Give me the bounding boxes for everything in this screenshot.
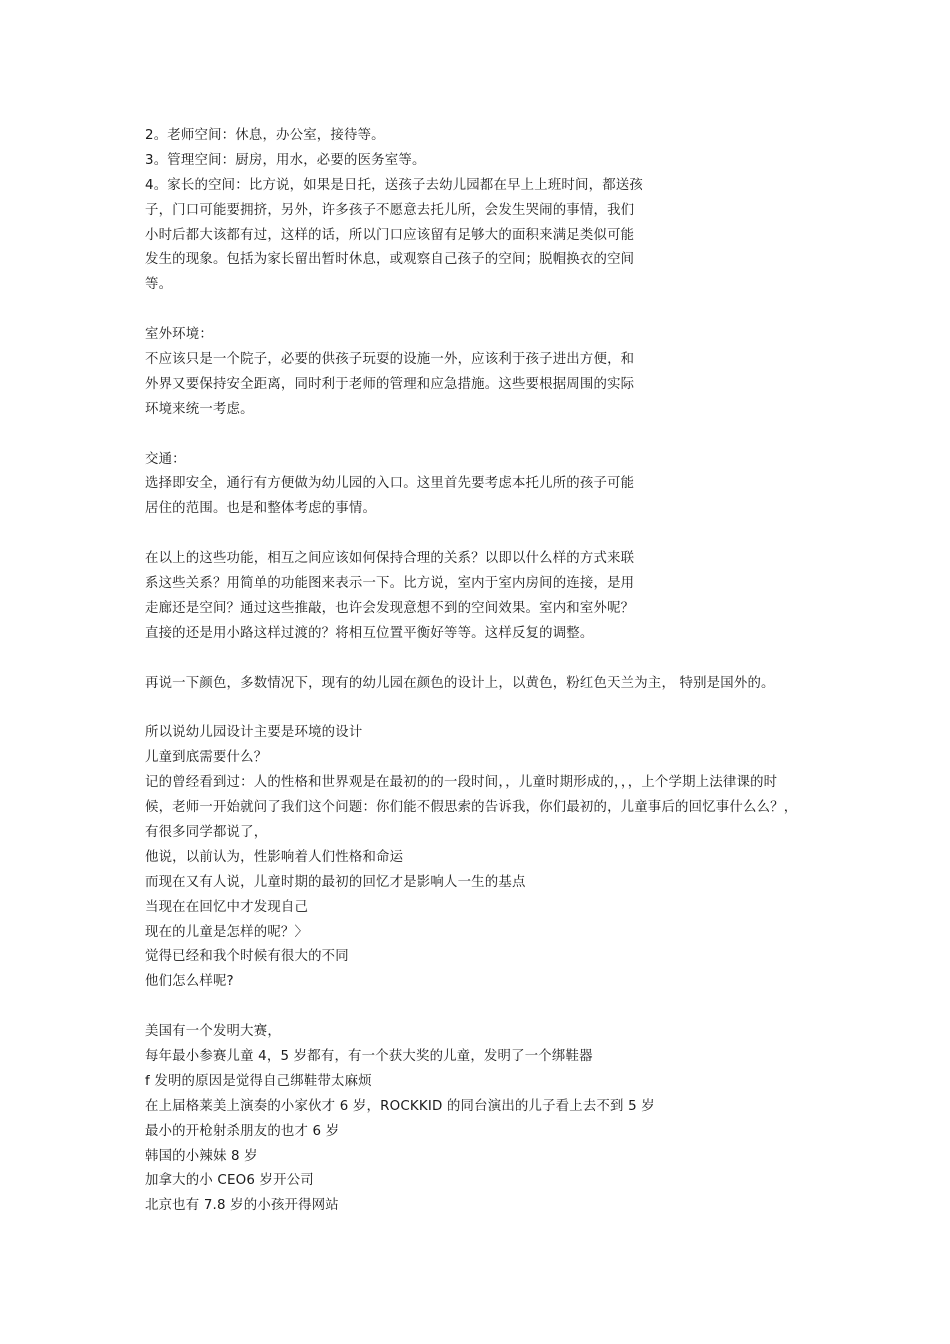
blank-line: [145, 696, 935, 721]
text-line: 直接的还是用小路这样过渡的？将相互位置平衡好等等。这样反复的调整。: [145, 625, 594, 641]
blank-line: [145, 423, 935, 448]
text-line: 有很多同学都说了，: [145, 824, 268, 840]
text-line: 他说，以前认为，性影响着人们性格和命运: [145, 849, 404, 865]
text-line: 加拿大的小 CEO6 岁开公司: [145, 1173, 314, 1189]
text-line: 交通：: [145, 451, 186, 467]
text-line: 不应该只是一个院子，必要的供孩子玩耍的设施一外，应该利于孩子进出方便，和: [145, 352, 635, 368]
text-line: 选择即安全，通行有方便做为幼儿园的入口。这里首先要考虑本托儿所的孩子可能: [145, 476, 635, 492]
text-line: 他们怎么样呢?: [145, 974, 234, 990]
text-line: 北京也有 7.8 岁的小孩开得网站: [145, 1198, 339, 1214]
text-line: 在上届格莱美上演奏的小家伙才 6 岁，ROCKKID 的同台演出的儿子看上去不到 5 岁: [145, 1098, 655, 1114]
text-line: 记的曾经看到过：人的性格和世界观是在最初的的一段时间，，儿童时期形成的，，，上个学期上法律课的时: [145, 775, 778, 791]
blank-line: [145, 298, 935, 323]
blank-line: [145, 647, 935, 672]
text-line: 觉得已经和我个时候有很大的不同: [145, 949, 349, 965]
blank-line: [145, 522, 935, 547]
text-line: 所以说幼儿园设计主要是环境的设计: [145, 725, 363, 741]
text-line: 走廊还是空间？通过这些推敲，也许会发现意想不到的空间效果。室内和室外呢？: [145, 600, 635, 616]
text-line: 最小的开枪射杀朋友的也才 6 岁: [145, 1123, 340, 1139]
text-line: 居住的范围。也是和整体考虑的事情。: [145, 501, 377, 517]
text-line: 小时后都大该都有过，这样的话，所以门口应该留有足够大的面积来满足类似可能: [145, 227, 635, 243]
text-line: 系这些关系？用简单的功能图来表示一下。比方说，室内于室内房间的连接，是用: [145, 576, 635, 592]
text-line: 2。老师空间：休息，办公室，接待等。: [145, 128, 385, 143]
text-line: 每年最小参赛儿童 4，5 岁都有，有一个获大奖的儿童，发明了一个绑鞋器: [145, 1048, 593, 1064]
text-line: 3。管理空间：厨房，用水，必要的医务室等。: [145, 152, 426, 168]
text-line: f 发明的原因是觉得自己绑鞋带太麻烦: [145, 1073, 372, 1089]
text-line: 当现在在回忆中才发现自己: [145, 899, 309, 915]
text-line: 发生的现象。包括为家长留出暂时休息，或观察自己孩子的空间；脱帽换衣的空间: [145, 252, 635, 268]
text-line: 外界又要保持安全距离，同时利于老师的管理和应急措施。这些要根据周围的实际: [145, 376, 635, 392]
text-line: 等。: [145, 277, 173, 293]
text-line: 环境来统一考虑。: [145, 401, 254, 417]
document-body: [145, 124, 935, 1219]
text-line: 候，老师一开始就问了我们这个问题：你们能不假思索的告诉我，你们最初的，儿童事后的回忆事什么么？，: [145, 800, 798, 816]
text-line: 室外环境：: [145, 327, 213, 343]
text-line: 美国有一个发明大赛，: [145, 1024, 281, 1040]
text-line: 子，门口可能要拥挤，另外，许多孩子不愿意去托儿所，会发生哭闹的事情，我们: [145, 202, 635, 218]
text-line: 而现在又有人说，儿童时期的最初的回忆才是影响人一生的基点: [145, 874, 526, 890]
text-line: 儿童到底需要什么？: [145, 750, 268, 766]
text-line: 在以上的这些功能，相互之间应该如何保持合理的关系？以即以什么样的方式来联: [145, 551, 635, 567]
blank-line: [145, 995, 935, 1020]
text-line: 再说一下颜色，多数情况下，现有的幼儿园在颜色的设计上，以黄色，粉红色天兰为主， 特别是国外的。: [145, 675, 775, 691]
text-line: 现在的儿童是怎样的呢？〉: [145, 924, 309, 940]
text-line: 4。家长的空间：比方说，如果是日托，送孩子去幼儿园都在早上上班时间，都送孩: [145, 177, 643, 193]
text-line: 韩国的小辣妹 8 岁: [145, 1148, 258, 1164]
